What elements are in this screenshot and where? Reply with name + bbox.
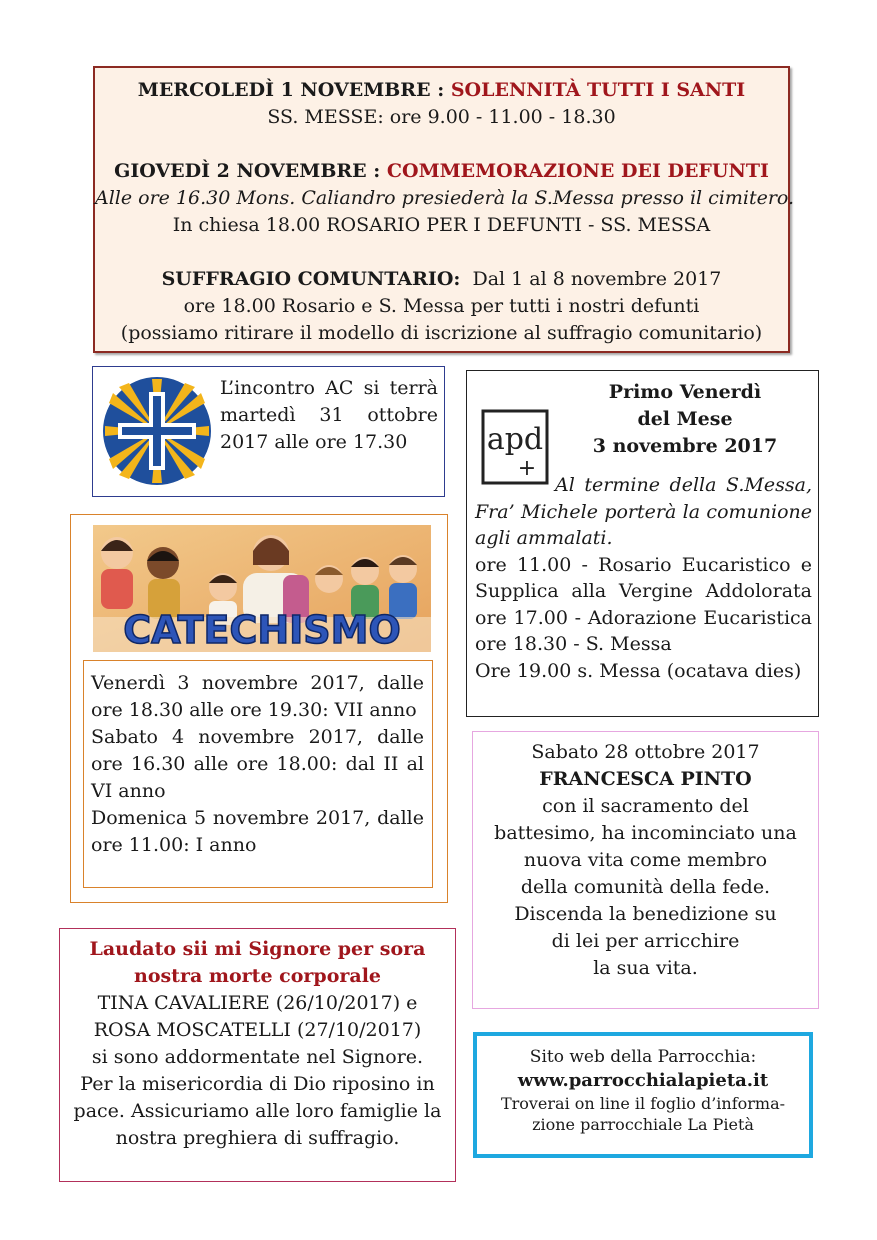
program-line: ore 11.00 - Rosario Eucaristico e: [475, 553, 812, 576]
obituary-title: nostra morte corporale: [134, 965, 381, 987]
baptism-name: FRANCESCA PINTO: [539, 768, 752, 790]
program-line: Supplica alla Vergine Addolorata: [475, 580, 812, 602]
schedule-line: ore 11.00: I anno: [91, 834, 257, 856]
obituary-line: si sono addormentate nel Signore.: [91, 1046, 424, 1068]
baptism-line: la sua vita.: [593, 957, 698, 979]
catechism-banner-image: [93, 525, 431, 652]
svg-text:+: +: [517, 456, 537, 481]
masses-times: SS. MESSE: ore 9.00 - 11.00 - 18.30: [267, 106, 616, 128]
website-label: Sito web della Parrocchia:: [529, 1047, 757, 1067]
all-souls-date: GIOVEDÌ 2 NOVEMBRE :: [114, 160, 387, 182]
communion-note: Al termine della S.Messa,: [555, 474, 812, 496]
baptism-line: di lei per arricchire: [551, 930, 740, 952]
all-saints-date: MERCOLEDÌ 1 NOVEMBRE :: [137, 79, 451, 101]
baptism-line: Discenda la benedizione su: [514, 903, 777, 925]
schedule-line: ore 18.30 alle ore 19.30: VII anno: [91, 699, 417, 721]
suffrage-note: (possiamo ritirare il modello di iscrizione al suffragio comunitario): [120, 322, 763, 344]
website-note: zione parrocchiale La Pietà: [532, 1115, 754, 1134]
ac-line: L’incontro AC si terrà: [220, 377, 438, 399]
obituary-line: TINA CAVALIERE (26/10/2017) e: [97, 992, 418, 1014]
catechism-schedule: [91, 670, 424, 859]
catholic-action-logo-icon: [102, 376, 212, 486]
ac-meeting-box: [92, 366, 445, 497]
first-friday-title: [567, 379, 803, 460]
schedule-line: VI anno: [91, 780, 166, 802]
baptism-line: nuova vita come membro: [523, 849, 768, 871]
title-line: 3 novembre 2017: [592, 435, 778, 457]
program-line: ore 18.30 - S. Messa: [475, 633, 672, 655]
obituary-line: nostra preghiera di suffragio.: [115, 1127, 400, 1149]
ac-line: martedì 31 ottobre: [220, 404, 438, 426]
title-line: del Mese: [637, 408, 733, 430]
communion-note: agli ammalati.: [475, 527, 613, 549]
obituary-line: Per la misericordia di Dio riposino in: [80, 1073, 435, 1095]
baptism-date: Sabato 28 ottobre 2017: [531, 741, 760, 763]
schedule-line: Venerdì 3 novembre 2017, dalle: [91, 672, 424, 694]
suffrage-rosary: ore 18.00 Rosario e S. Messa per tutti i nostri defunti: [183, 295, 700, 317]
all-saints-line: [95, 77, 788, 104]
obituary-box: [59, 928, 456, 1182]
baptism-line: battesimo, ha incominciato una: [494, 822, 797, 844]
catechism-schedule-box: [83, 660, 433, 888]
obituary-title: Laudato sii mi Signore per sora: [89, 938, 426, 960]
suffrage-dates: Dal 1 al 8 novembre 2017: [460, 268, 722, 290]
schedule-line: ore 16.30 alle ore 18.00: dal II al: [91, 753, 424, 775]
program-line: ore 17.00 - Adorazione Eucaristica: [475, 606, 812, 629]
feast-days-box: [93, 66, 795, 353]
all-souls-title: COMMEMORAZIONE DEI DEFUNTI: [386, 160, 769, 182]
website-note: Troverai on line il foglio d’informa-: [500, 1094, 786, 1113]
ac-line: 2017 alle ore 17.30: [220, 431, 408, 453]
obituary-line: ROSA MOSCATELLI (27/10/2017): [93, 1019, 422, 1041]
title-line: Primo Venerdì: [608, 381, 762, 403]
suffrage-line: [95, 266, 788, 293]
suffrage-label: SUFFRAGIO COMUNTARIO:: [161, 268, 461, 290]
baptism-line: con il sacramento del: [542, 795, 749, 817]
obituary-line: pace. Assicuriamo alle loro famiglie la: [73, 1100, 442, 1122]
ac-meeting-text: [220, 375, 438, 456]
all-saints-title: SOLENNITÀ TUTTI I SANTI: [450, 79, 746, 101]
cemetery-mass-note: Alle ore 16.30 Mons. Caliandro presiederà la S.Messa presso il cimitero.: [95, 187, 795, 209]
first-friday-program: [475, 472, 812, 684]
first-friday-box: [466, 370, 819, 717]
website-box: [473, 1032, 813, 1158]
schedule-line: Sabato 4 novembre 2017, dalle: [91, 726, 424, 748]
baptism-line: della comunità della fede.: [520, 876, 771, 898]
schedule-line: Domenica 5 novembre 2017, dalle: [91, 807, 424, 829]
catechism-banner-title: CATECHISMO: [123, 608, 401, 652]
program-line: Ore 19.00 s. Messa (ocatava dies): [475, 659, 802, 682]
all-souls-line: [95, 158, 788, 185]
svg-text:apd: apd: [486, 422, 544, 457]
baptism-box: [472, 731, 819, 1009]
catechism-box: [70, 514, 448, 903]
website-link[interactable]: www.parrocchialapieta.it: [517, 1070, 769, 1091]
communion-note: Fra’ Michele porterà la comunione: [475, 500, 812, 523]
rosary-mass-note: In chiesa 18.00 ROSARIO PER I DEFUNTI - SS. MESSA: [172, 214, 711, 236]
